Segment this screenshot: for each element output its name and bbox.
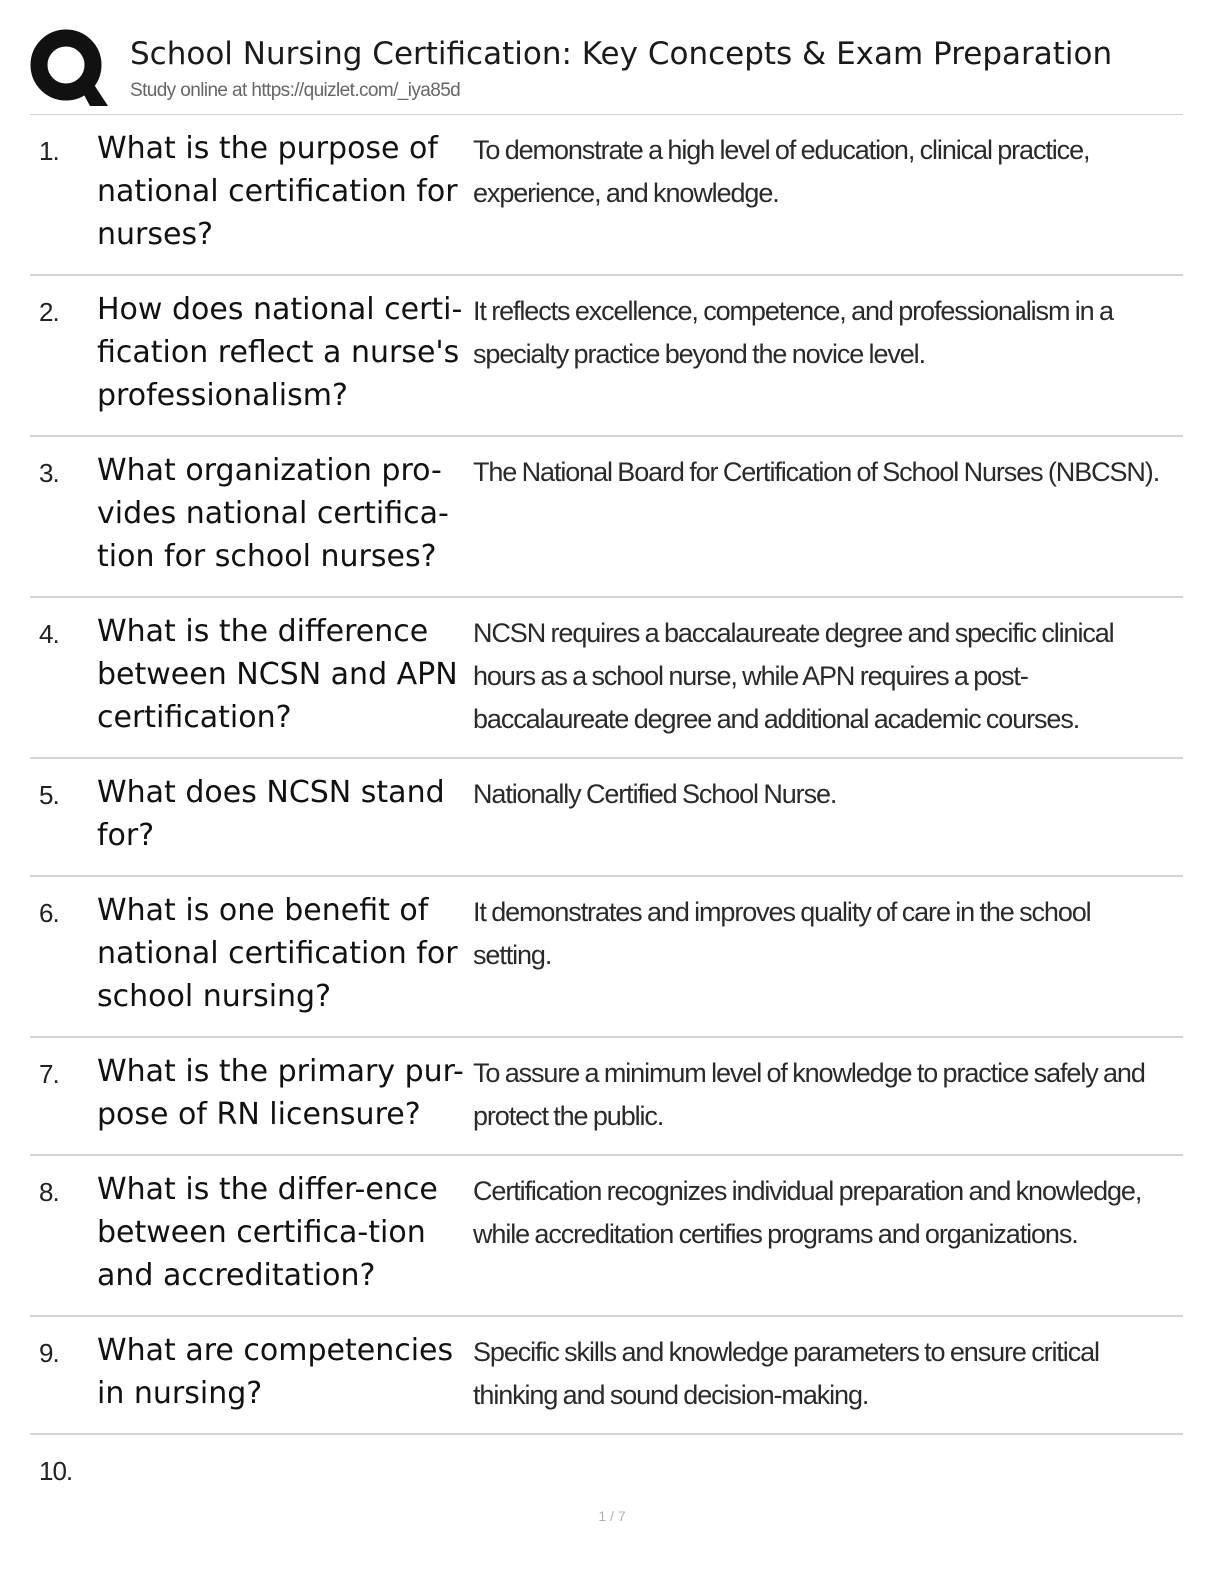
flashcard-row: [30, 437, 1183, 598]
page-number: 1 / 7: [598, 1508, 626, 1524]
card-term: What are competencies in nursing?: [97, 1333, 454, 1411]
card-term: What organization pro-vides national certifica-tion for school nurses?: [97, 453, 449, 574]
card-term: What is the purpose of national certification for nurses?: [97, 131, 458, 252]
flashcard-row: [30, 1317, 1183, 1435]
card-term: What is the differ-ence between certifica-tion and accreditation?: [97, 1172, 438, 1293]
card-definition: Nationally Certified School Nurse.: [473, 779, 837, 809]
card-definition: NCSN requires a baccalaureate degree and specific clinical hours as a school nurse, while APN requires a post-baccalaureate degree and additional academic courses.: [473, 618, 1114, 734]
card-number: 3.: [39, 458, 59, 488]
flashcard-row: [30, 759, 1183, 877]
flashcard-row: [30, 115, 1183, 276]
card-number: 7.: [39, 1059, 59, 1089]
card-term: How does national certi-fication reflect a nurse's professionalism?: [97, 292, 463, 413]
card-definition: It demonstrates and improves quality of care in the school setting.: [473, 897, 1091, 970]
card-number: 8.: [39, 1177, 59, 1207]
study-online-link-text: Study online at https://quizlet.com/_iya85d: [130, 80, 461, 101]
card-definition: It reflects excellence, competence, and professionalism in a specialty practice beyond the novice level.: [473, 296, 1113, 369]
card-term: What is one benefit of national certification for school nursing?: [97, 893, 458, 1014]
card-definition: To demonstrate a high level of education, clinical practice, experience, and knowledge.: [473, 135, 1090, 208]
flashcard-list: [30, 115, 1183, 1505]
flashcard-row: [30, 598, 1183, 759]
flashcard-row: [30, 276, 1183, 437]
card-term: What is the primary pur-pose of RN licensure?: [97, 1054, 464, 1132]
flashcard-row: [30, 1156, 1183, 1317]
flashcard-row: [30, 1038, 1183, 1156]
card-number: 5.: [39, 780, 59, 810]
flashcard-row: [30, 1435, 1183, 1505]
quizlet-logo-icon: [30, 28, 108, 106]
card-number: 1.: [39, 136, 59, 166]
card-definition: Specific skills and knowledge parameters to ensure critical thinking and sound decision-making.: [473, 1337, 1099, 1410]
page-header: [30, 28, 1185, 114]
card-definition: The National Board for Certification of School Nurses (NBCSN).: [473, 457, 1160, 487]
flashcard-row: [30, 877, 1183, 1038]
card-definition: Certification recognizes individual preparation and knowledge, while accreditation certifies programs and organizations.: [473, 1176, 1142, 1249]
page-title: School Nursing Certification: Key Concepts & Exam Preparation: [130, 36, 1113, 72]
card-number: 2.: [39, 297, 59, 327]
card-number: 10.: [39, 1456, 73, 1486]
card-term: What is the difference between NCSN and APN certification?: [97, 614, 458, 735]
card-number: 4.: [39, 619, 59, 649]
card-number: 9.: [39, 1338, 59, 1368]
card-term: What does NCSN stand for?: [97, 775, 445, 853]
card-definition: To assure a minimum level of knowledge to practice safely and protect the public.: [473, 1058, 1145, 1131]
card-number: 6.: [39, 898, 59, 928]
